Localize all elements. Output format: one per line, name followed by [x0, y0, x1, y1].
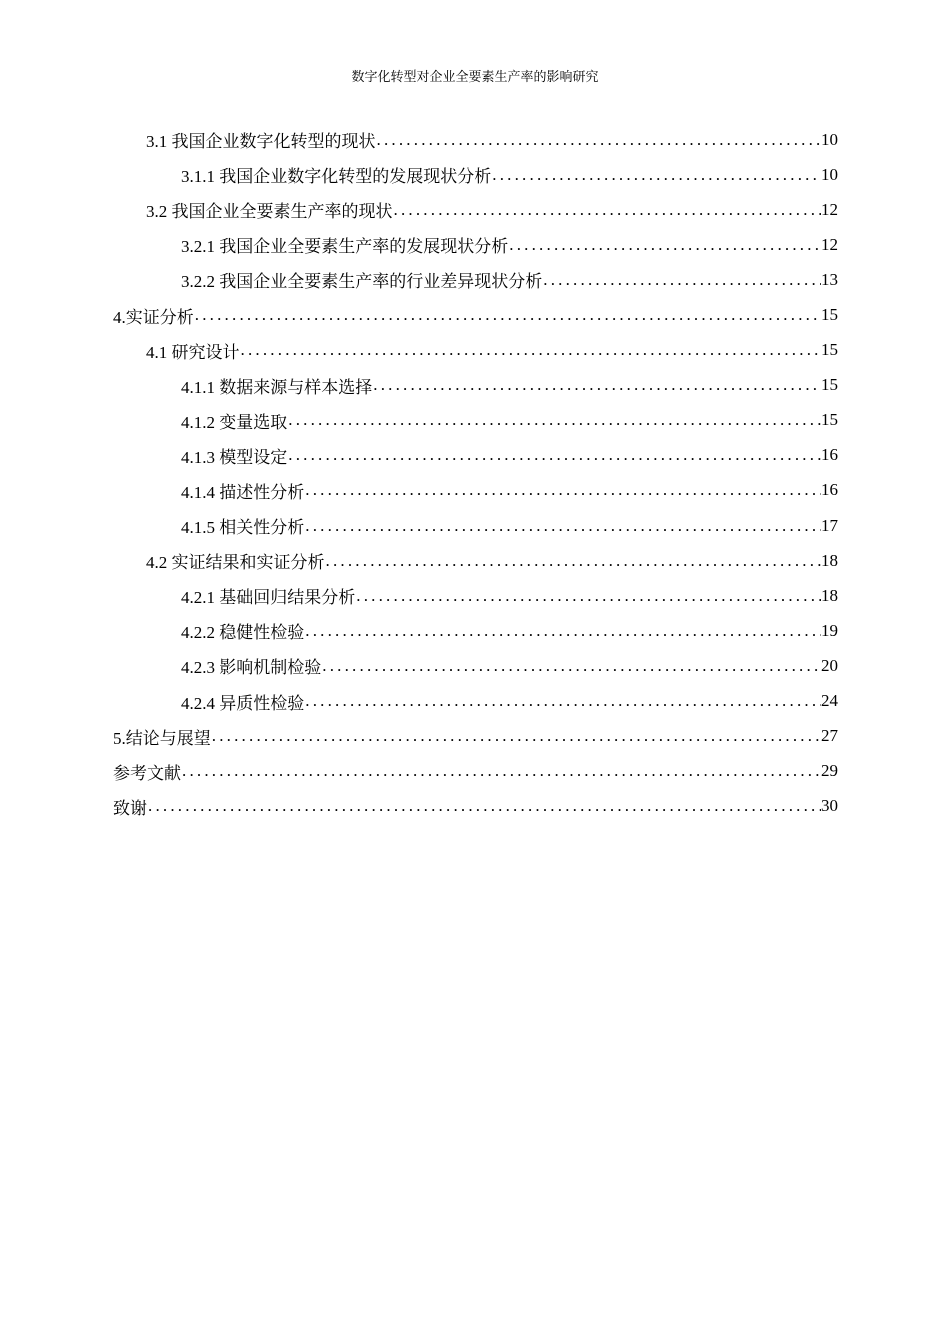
toc-entry-page: 19	[821, 620, 838, 640]
table-of-contents	[0, 122, 950, 824]
toc-entry[interactable]	[0, 648, 950, 683]
toc-entry-title: 参考文献	[113, 763, 181, 783]
toc-entry-page: 10	[821, 164, 838, 184]
toc-leader-dots	[304, 621, 821, 641]
toc-leader-dots	[372, 375, 821, 395]
toc-entry[interactable]	[0, 789, 950, 824]
toc-entry-page: 10	[821, 129, 838, 149]
toc-entry-page: 30	[821, 796, 838, 816]
toc-entry-title: 4.2 实证结果和实证分析	[146, 553, 325, 573]
toc-leader-dots	[321, 656, 821, 676]
toc-entry-title: 4.1.5 相关性分析	[181, 518, 305, 538]
toc-leader-dots	[355, 586, 821, 606]
toc-leader-dots	[393, 200, 822, 220]
toc-entry[interactable]	[0, 192, 950, 227]
toc-entry[interactable]	[0, 368, 950, 403]
toc-entry[interactable]	[0, 333, 950, 368]
toc-entry-page: 18	[821, 585, 838, 605]
toc-entry-title: 4.1.2 变量选取	[181, 412, 288, 432]
toc-entry[interactable]	[0, 473, 950, 508]
toc-leader-dots	[491, 165, 821, 185]
toc-leader-dots	[304, 480, 821, 500]
toc-entry-page: 20	[821, 655, 838, 675]
toc-entry[interactable]	[0, 403, 950, 438]
toc-entry[interactable]	[0, 122, 950, 157]
toc-entry[interactable]	[0, 719, 950, 754]
toc-entry-page: 15	[821, 410, 838, 430]
toc-leader-dots	[304, 691, 821, 711]
toc-entry-title: 3.1 我国企业数字化转型的现状	[146, 132, 376, 152]
toc-leader-dots	[508, 235, 821, 255]
toc-entry-page: 16	[821, 480, 838, 500]
toc-entry-page: 12	[821, 199, 838, 219]
toc-leader-dots	[304, 516, 821, 536]
toc-entry-title: 4.1.4 描述性分析	[181, 482, 305, 502]
toc-entry[interactable]	[0, 578, 950, 613]
toc-entry-title: 4.2.4 异质性检验	[181, 693, 305, 713]
toc-leader-dots	[147, 796, 821, 816]
toc-entry-title: 3.2 我国企业全要素生产率的现状	[146, 202, 393, 222]
toc-entry-title: 4.1.3 模型设定	[181, 447, 288, 467]
toc-entry-title: 5.结论与展望	[113, 728, 211, 748]
toc-leader-dots	[542, 270, 821, 290]
toc-entry-page: 15	[821, 305, 838, 325]
toc-entry-title: 4.2.3 影响机制检验	[181, 658, 322, 678]
toc-leader-dots	[240, 340, 822, 360]
toc-entry-title: 4.1.1 数据来源与样本选择	[181, 377, 373, 397]
toc-entry-page: 16	[821, 445, 838, 465]
toc-entry[interactable]	[0, 262, 950, 297]
toc-entry[interactable]	[0, 754, 950, 789]
toc-leader-dots	[194, 305, 821, 325]
toc-leader-dots	[325, 551, 822, 571]
toc-entry[interactable]	[0, 297, 950, 332]
toc-entry[interactable]	[0, 684, 950, 719]
toc-leader-dots	[287, 410, 821, 430]
toc-entry-title: 3.2.1 我国企业全要素生产率的发展现状分析	[181, 237, 509, 257]
toc-entry-title: 4.2.2 稳健性检验	[181, 623, 305, 643]
toc-entry-page: 18	[821, 550, 838, 570]
toc-entry[interactable]	[0, 543, 950, 578]
toc-entry-title: 4.2.1 基础回归结果分析	[181, 588, 356, 608]
running-header: 数字化转型对企业全要素生产率的影响研究	[351, 70, 599, 85]
toc-entry[interactable]	[0, 157, 950, 192]
toc-entry-page: 15	[821, 340, 838, 360]
toc-leader-dots	[287, 445, 821, 465]
toc-entry-title: 3.2.2 我国企业全要素生产率的行业差异现状分析	[181, 272, 543, 292]
toc-entry-page: 24	[821, 691, 838, 711]
toc-entry[interactable]	[0, 438, 950, 473]
toc-entry-title: 致谢	[113, 798, 147, 818]
toc-leader-dots	[181, 761, 821, 781]
toc-entry[interactable]	[0, 508, 950, 543]
toc-entry-title: 4.1 研究设计	[146, 342, 240, 362]
toc-entry-title: 4.实证分析	[113, 307, 194, 327]
toc-entry[interactable]	[0, 613, 950, 648]
toc-entry-page: 29	[821, 761, 838, 781]
toc-entry-page: 27	[821, 726, 838, 746]
toc-entry[interactable]	[0, 227, 950, 262]
toc-entry-page: 12	[821, 234, 838, 254]
toc-entry-page: 13	[821, 269, 838, 289]
toc-entry-page: 17	[821, 515, 838, 535]
toc-leader-dots	[211, 726, 821, 746]
toc-entry-page: 15	[821, 375, 838, 395]
toc-leader-dots	[376, 130, 822, 150]
toc-entry-title: 3.1.1 我国企业数字化转型的发展现状分析	[181, 167, 492, 187]
